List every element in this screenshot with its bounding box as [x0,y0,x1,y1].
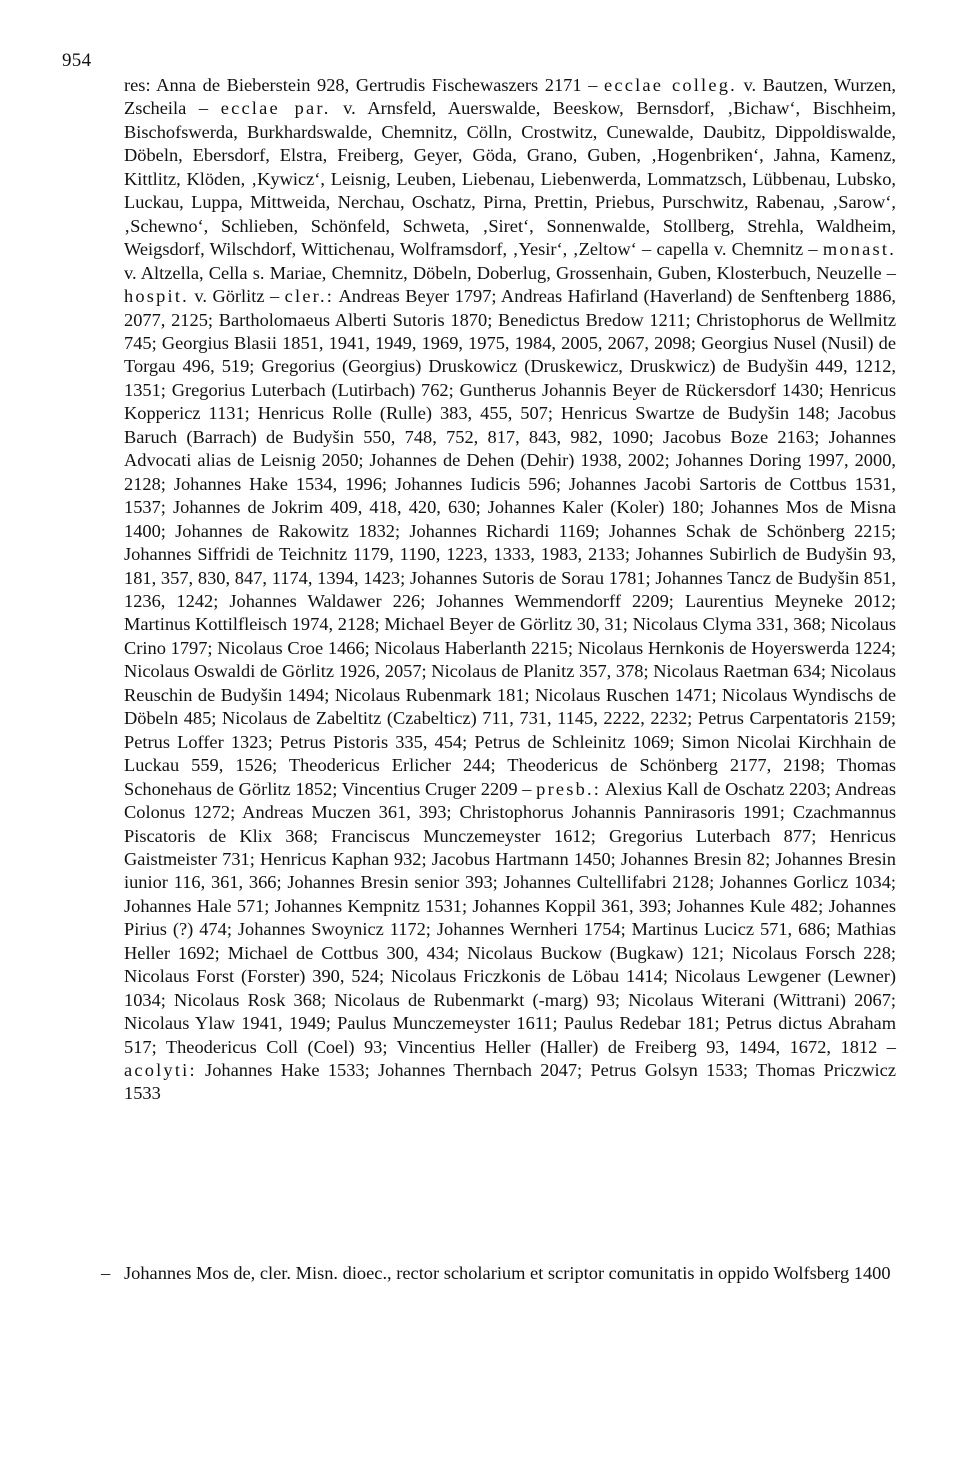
index-entry-second: Johannes Mos de, cler. Misn. dioec., rector scholarium et scriptor comunitatis in oppido Wolfsberg 1400 [124,1263,891,1283]
category-label: acolyti: [124,1060,197,1081]
entry-text: v. Altzella, Cella s. Mariae, Chemnitz, Döbeln, Doberlug, Grossenhain, Guben, Klosterbuch, Neuzelle – [124,262,896,283]
category-label: ecclae par. [220,98,331,119]
entry-text: Alexius Kall de Oschatz 2203; Andreas Colonus 1272; Andreas Muczen 361, 393; Christophorus Johannis Pannirasoris 1991; Czachmannus Piscatoris de Klix 368; Franciscus Munczemeyster 1612; Gregorius Luterbach 877; Henricus Gaistmeister 731; Henricus Kaphan 932; Jacobus Hartmann 1450; Johannes Bresin 82; Johannes Bresin iunior 116, 361, 366; Johannes Bresin senior 393; Johannes Cultellifabri 2128; Johannes Gorlicz 1034; Johannes Hale 571; Johannes Kempnitz 1531; Johannes Koppil 361, 393; Johannes Kule 482; Johannes Pirius (?) 474; Johannes Swoynicz 1172; Johannes Wernheri 1754; Martinus Lucicz 571, 686; Mathias Heller 1692; Michael de Cottbus 300, 434; Nicolaus Buckow (Bugkaw) 121; Nicolaus Forsch 228; Nicolaus Forst (Forster) 390, 524; Nicolaus Friczkonis de Löbau 1414; Nicolaus Lewgener (Lewner) 1034; Nicolaus Rosk 368; Nicolaus de Rubenmarkt (-marg) 93; Nicolaus Witerani (Wittrani) 2067; Nicolaus Ylaw 1941, 1949; Paulus Munczemeyster 1611; Paulus Redebar 181; Petrus dictus Abraham 517; Theodericus Coll (Coel) 93; Vincentius Heller (Haller) de Freiberg 93, 1494, 1672, 1812 – [124,778,896,1057]
category-label: presb.: [536,778,602,799]
page-number: 954 [62,50,92,71]
category-label: cler.: [284,286,335,307]
entry-text: res: [124,75,151,95]
entry-text: Anna de Bieberstein 928, Gertrudis Fischewaszers 2171 – [150,75,605,95]
index-entry-main [124,74,896,1106]
entry-text: v. Görlitz – [188,286,285,307]
entry-text: v. Bautzen, Wurzen, Zscheila – [124,75,896,119]
category-label: ecclae colleg. [604,75,737,95]
entry-text: Andreas Beyer 1797; Andreas Hafirland (Haverland) de Senftenberg 1886, 2077, 2125; Bartholomaeus Alberti Sutoris 1870; Benedictus Bredow 1211; Christophorus de Wellmitz 745; Georgius Blasii 1851, 1941, 1949, 1969, 1975, 1984, 2005, 2067, 2098; Georgius Nusel (Nusil) de Torgau 496, 519; Gregorius (Georgius) Druskowicz (Druskewicz, Druskwicz) de Budyšin 449, 1212, 1351; Gregorius Luterbach (Lutirbach) 762; Guntherus Johannis Beyer de Rückersdorf 1430; Henricus Koppericz 1131; Henricus Rolle (Rulle) 383, 455, 507; Henricus Swartze de Budyšin 148; Jacobus Baruch (Barrach) de Budyšin 550, 748, 752, 817, 843, 982, 1090; Jacobus Boze 2163; Johannes Advocati alias de Leisnig 2050; Johannes de Dehen (Dehir) 1938, 2002; Johannes Doring 1997, 2000, 2128; Johannes Hake 1534, 1996; Johannes Iudicis 596; Johannes Jacobi Sartoris de Cottbus 1531, 1537; Johannes de Jokrim 409, 418, 420, 630; Johannes Kaler (Koler) 180; Johannes Mos de Misna 1400; Johannes de Rakowitz 1832; Johannes Richardi 1169; Johannes Schak de Schönberg 2215; Johannes Siffridi de Teichnitz 1179, 1190, 1223, 1333, 1983, 2133; Johannes Subirlich de Budyšin 93, 181, 357, 830, 847, 1174, 1394, 1423; Johannes Sutoris de Sorau 1781; Johannes Tancz de Budyšin 851, 1236, 1242; Johannes Waldawer 226; Johannes Wemmendorff 2209; Laurentius Meyneke 2012; Martinus Kottilfleisch 1974, 2128; Michael Beyer de Görlitz 30, 31; Nicolaus Clyma 331, 368; Nicolaus Crino 1797; Nicolaus Croe 1466; Nicolaus Haberlanth 2215; Nicolaus Hernkonis de Hoyerswerda 1224; Nicolaus Oswaldi de Görlitz 1926, 2057; Nicolaus de Planitz 357, 378; Nicolaus Raetman 634; Nicolaus Reuschin de Budyšin 1494; Nicolaus Rubenmark 181; Nicolaus Ruschen 1471; Nicolaus Wyndischs de Döbeln 485; Nicolaus de Zabeltitz (Czabelticz) 711, 731, 1145, 2222, 2232; Petrus Carpentatoris 2159; Petrus Loffer 1323; Petrus Pistoris 335, 454; Petrus de Schleinitz 1069; Simon Nicolai Kirchhain de Luckau 559, 1526; Theodericus Erlicher 244; Theodericus de Schönberg 2177, 2198; Thomas Schonehaus de Görlitz 1852; Vincentius Cruger 2209 – [124,286,896,799]
entry-text: Johannes Hake 1533; Johannes Thernbach 2047; Petrus Golsyn 1533; Thomas Priczwicz 1533 [124,1060,896,1104]
category-label: monast. [822,239,896,260]
entry-text: v. Arnsfeld, Auerswalde, Beeskow, Bernsdorf, ‚Bichaw‘, Bischheim, Bischofswerda, Burkhardswalde, Chemnitz, Cölln, Crostwitz, Cunewalde, Daubitz, Dippoldiswalde, Döbeln, Ebersdorf, Elstra, Freiberg, Geyer, Göda, Grano, Guben, ‚Hogenbriken‘, Jahna, Kamenz, Kittlitz, Klöden, ‚Kywicz‘, Leisnig, Leuben, Liebenau, Liebenwerda, Lommatzsch, Lübbenau, Lubsko, Luckau, Luppa, Mittweida, Nerchau, Oschatz, Pirna, Prettin, Priebus, Purschwitz, Rabenau, ‚Sarow‘, ‚Schewno‘, Schlieben, Schönfeld, Schweta, ‚Siret‘, Sonnenwalde, Stollberg, Strehla, Waldheim, Weigsdorf, Wilschdorf, Wittichenau, Wolframsdorf, ‚Yesir‘, ‚Zeltow‘ – capella v. Chemnitz – [124,98,896,260]
category-label: hospit. [124,286,189,307]
entry-dash: – [101,1263,111,1283]
